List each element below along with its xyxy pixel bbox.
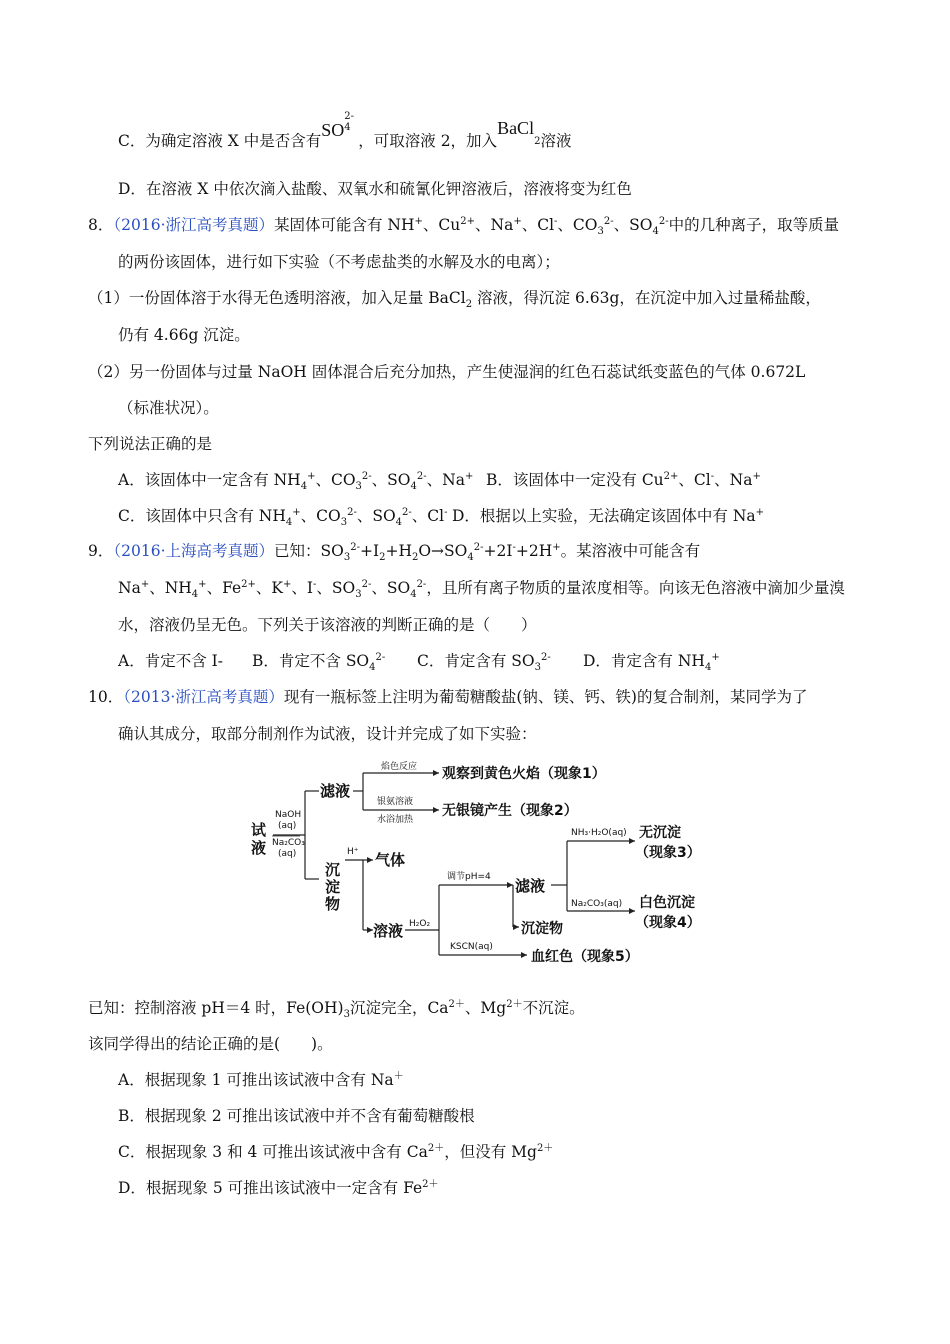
q8-option-c: C．该固体中只含有 $NH_4^+$、$CO_3^{2-}$、$SO_4^{2-}$、Cl- xyxy=(118,506,448,529)
diagram-phenomenon-3: （现象3） xyxy=(635,845,701,861)
q7-option-d: D．在溶液 X 中依次滴入盐酸、双氧水和硫氰化钾溶液后，溶液将变为红色 xyxy=(118,180,632,198)
q8-options-ab xyxy=(118,470,761,493)
diagram-kscn: KSCN(aq) xyxy=(450,942,493,952)
q8-stem-line2: 的两份该固体，进行如下实验（不考虑盐类的水解及水的电离）； xyxy=(118,253,560,271)
diagram-wuchendian: 无沉淀 xyxy=(639,825,681,841)
q10-stem-line2: 确认其成分，取部分制剂作为试液，设计并完成了如下实验： xyxy=(118,725,537,743)
q9-option-d: D．肯定含有 $NH_4^+$ xyxy=(583,651,720,674)
q8-option-d: D．根据以上实验，无法确定该固体中有 Na+ xyxy=(452,506,765,525)
diagram-phenomenon-4: （现象4） xyxy=(635,915,701,931)
q9-option-c: C．肯定含有 $SO_3^{2-}$ xyxy=(417,651,551,674)
diagram-h2o2: H₂O₂ xyxy=(409,919,431,929)
q8-step1-cont: 仍有 4.66g 沉淀。 xyxy=(118,326,250,344)
q8-options-cd xyxy=(118,506,765,529)
q8-stem-line1: 8．（2016·浙江高考真题）某固体可能含有 NH+、$Cu^{2+}$、Na+、Cl-、$CO_3^{2-}$、$SO_4^{2-}$中的几种离子，取等质量 xyxy=(88,215,840,238)
q8-step2-cont: （标准状况）。 xyxy=(118,399,219,417)
q8-option-a: A．该固体中一定含有 $NH_4^+$、$CO_3^{2-}$、$SO_4^{2-}$、Na+ xyxy=(118,470,474,493)
q10-option-b: B．根据现象 2 可推出该试液中并不含有葡萄糖酸根 xyxy=(118,1107,475,1125)
diagram-tiaojie: 调节pH=4 xyxy=(447,872,491,882)
diagram-nh3: NH₃·H₂O(aq) xyxy=(571,828,627,838)
diagram-rongye: 溶液 xyxy=(373,922,404,940)
q10-option-d: D．根据现象 5 可推出该试液中一定含有 $Fe^{2+}$ xyxy=(118,1178,439,1197)
diagram-phenomenon-2: 无银镜产生（现象2） xyxy=(442,803,578,819)
diagram-chen-3: 物 xyxy=(325,895,341,913)
diagram-na2co3: Na₂CO₃ xyxy=(272,838,305,848)
q9-options xyxy=(118,651,720,674)
diagram-yanse: 焰色反应 xyxy=(381,762,418,772)
diagram-hplus: H⁺ xyxy=(347,847,359,857)
diagram-yinan: 银氨溶液 xyxy=(377,797,414,807)
q10-option-c: C．根据现象 3 和 4 可推出该试液中含有 $Ca^{2+}$，但没有 $Mg^{2+}$ xyxy=(118,1142,554,1161)
diagram-qiti: 气体 xyxy=(375,851,406,869)
diagram-naoh: NaOH xyxy=(275,810,302,820)
q10-known: 已知：控制溶液 pH＝4 时，$Fe(OH)_3$沉淀完全，$Ca^{2+}$、$Mg^{2+}$不沉淀。 xyxy=(88,998,585,1021)
q8-step1: （1）一份固体溶于水得无色透明溶液，加入足量 BaCl$_2$ 溶液，得沉淀 6.63g，在沉淀中加入过量稀盐酸， xyxy=(88,289,821,311)
diagram-lvye-2: 滤液 xyxy=(515,877,546,895)
q9-option-a: A．肯定不含 I- xyxy=(118,652,223,670)
q10-question: 该同学得出的结论正确的是( )。 xyxy=(88,1035,333,1053)
q9-stem-line1: 9．（2016·上海高考真题）已知：$SO_3^{2-}+I_2+H_2O\to SO_4^{2-}+2I^-+2H^+$。某溶液中可能含有 xyxy=(88,541,701,564)
q10-option-a: A．根据现象 1 可推出该试液中含有 Na＋ xyxy=(118,1070,404,1089)
experiment-flow-diagram xyxy=(245,755,715,970)
q9-stem-line2: Na+、$NH_4^+$、$Fe^{2+}$、K+、I-、$SO_3^{2-}$、$SO_4^{2-}$，且所有离子物质的量浓度相等。向该无色溶液中滴加少量溴 xyxy=(118,578,845,601)
diagram-chen-1: 沉 xyxy=(325,861,341,879)
diagram-phenomenon-1: 观察到黄色火焰（现象1） xyxy=(442,766,606,782)
diagram-shiye-1: 试 xyxy=(251,821,267,839)
diagram-na2co3-aq: Na₂CO₃(aq) xyxy=(571,899,623,909)
diagram-aq-2: (aq) xyxy=(278,849,297,859)
diagram-shiye-2: 液 xyxy=(251,839,267,857)
diagram-shuiyu: 水浴加热 xyxy=(377,815,414,825)
q8-option-b: B．该固体中一定没有 $Cu^{2+}$、Cl-、Na+ xyxy=(486,470,761,489)
q8-step2: （2）另一份固体与过量 NaOH 固体混合后充分加热，产生使湿润的红色石蕊试纸变蓝色的气体 0.672L xyxy=(88,363,806,381)
q8-question: 下列说法正确的是 xyxy=(88,435,213,453)
q9-stem-line3: 水，溶液仍呈无色。下列关于该溶液的判断正确的是（ ） xyxy=(118,616,537,634)
diagram-aq-1: (aq) xyxy=(278,821,297,831)
q7-option-c: C．为确定溶液 X 中是否含有SO 2- 4 ，可取溶液 2，加入BaCl$_2$溶液 xyxy=(118,111,572,150)
diagram-baise: 白色沉淀 xyxy=(639,895,695,911)
diagram-lvye: 滤液 xyxy=(320,782,351,800)
diagram-chen-2: 淀 xyxy=(325,878,341,896)
diagram-phenomenon-5: 血红色（现象5） xyxy=(531,949,639,965)
q10-stem-line1: 10．（2013·浙江高考真题）现有一瓶标签上注明为葡萄糖酸盐(钠、镁、钙、铁)的复合制剂，某同学为了 xyxy=(88,688,808,706)
diagram-chendianwu: 沉淀物 xyxy=(521,921,563,937)
q9-option-b: B．肯定不含 $SO_4^{2-}$ xyxy=(252,651,386,674)
